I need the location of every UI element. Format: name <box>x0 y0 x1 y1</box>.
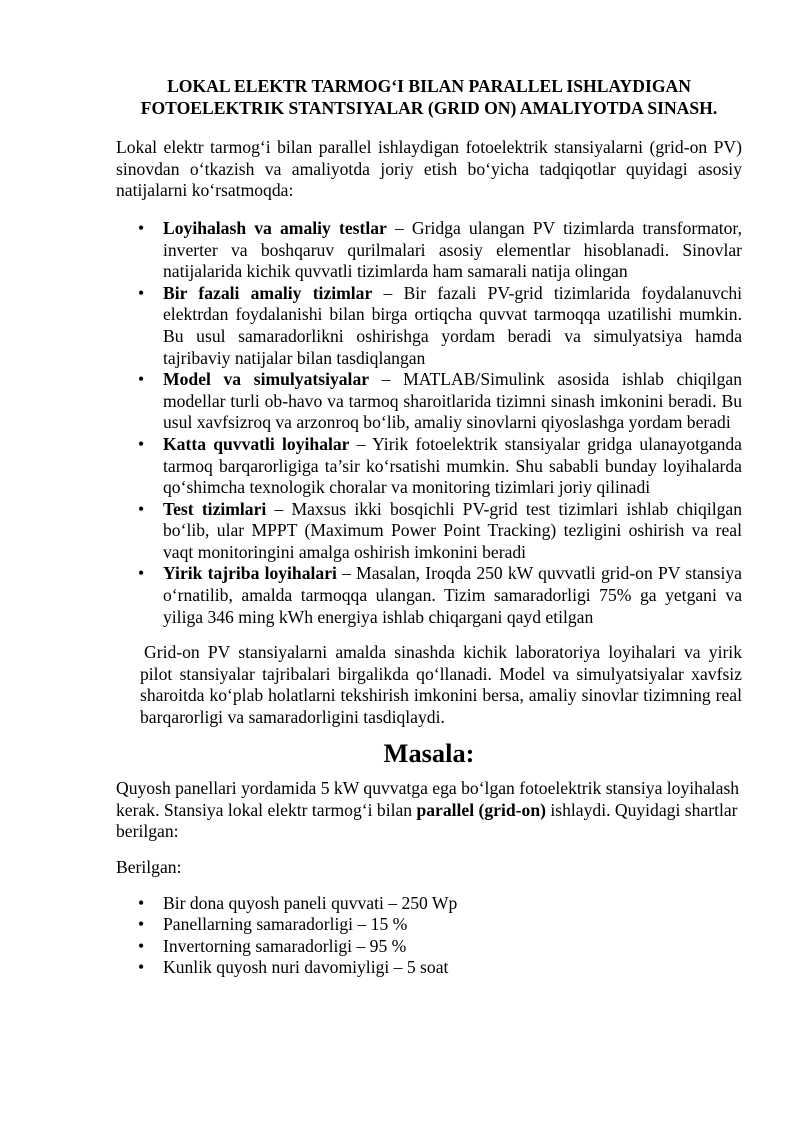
list-item <box>116 499 742 564</box>
finding-text: – Masalan, Iroqda 250 kW quvvatli grid-on PV stansiya o‘rnatilib, amalda tarmoqqa ulangan. Tizim samaradorligi 75% ga yetgani va yiliga 346 ming kWh energiya ishlab chiqargani qayd etilgan <box>163 563 742 627</box>
list-item <box>116 434 742 499</box>
problem-text-bold: parallel (grid-on) <box>416 799 546 820</box>
list-item <box>116 936 742 958</box>
bullet-icon: • <box>138 914 145 935</box>
finding-text: – Gridga ulangan PV tizimlarda transformator, inverter va boshqaruv qurilmalari asosiy elementlar hisoblanadi. Sinovlar natijalarida kichik quvvatli tizimlarda ham samarali natija olingan <box>163 217 742 282</box>
list-item <box>116 283 742 369</box>
finding-term: Yirik tajriba loyihalari <box>163 563 337 584</box>
problem-heading: Masala: <box>383 737 475 768</box>
bullet-icon: • <box>138 957 145 978</box>
document-page <box>116 76 742 979</box>
bullet-icon: • <box>138 433 145 454</box>
finding-text: – Bir fazali PV-grid tizimlarida foydalanuvchi elektrdan foydalanishi bilan birga ortiqcha quvvat tarmoqqa uzatilishi mumkin. Bu usul samaradorlikni oshirishga yordam beradi va simulyatsiya hamda tajribaviy natijalar bilan tasdiqlangan <box>163 282 743 368</box>
list-item <box>116 369 742 434</box>
summary-paragraph: Grid-on PV stansiyalarni amalda sinashda kichik laboratoriya loyihalari va yirik pilot stansiyalar tajribalari birgalikda qo‘llanadi. Model va simulyatsiyalar xavfsiz sharoitda ko‘plab holatlarni tekshirish imkonini bersa, amaliy sinovlar tizimning real barqarorligi va samaradorligini tasdiqlaydi. <box>140 642 742 728</box>
bullet-icon: • <box>138 498 145 519</box>
bullet-icon: • <box>138 217 145 238</box>
title-line-1: LOKAL ELEKTR TARMOG‘I BILAN PARALLEL ISHLAYDIGAN <box>167 76 691 96</box>
finding-text: – Yirik fotoelektrik stansiyalar gridga ulanayotganda tarmoq barqarorligiga ta’sir ko‘rsatishi mumkin. Shu sababli bunday loyihalarda qo‘shimcha texnologik choralar va monitoring tizimlari joriy qilinadi <box>163 433 742 498</box>
problem-text-before: Quyosh panellari yordamida 5 kW quvvatga ega bo‘lgan fotoelektrik stansiya loyihalash kerak. Stansiya lokal elektr tarmog‘i bilan <box>116 778 740 820</box>
given-list <box>116 893 742 979</box>
given-item-text: Panellarning samaradorligi – 15 % <box>163 914 408 935</box>
bullet-icon: • <box>138 935 145 956</box>
given-item-text: Kunlik quyosh nuri davomiyligi – 5 soat <box>163 957 449 978</box>
document-title <box>116 76 742 119</box>
problem-paragraph <box>116 778 742 843</box>
given-item-text: Bir dona quyosh paneli quvvati – 250 Wp <box>163 892 458 913</box>
findings-list <box>116 218 742 628</box>
finding-text: – Maxsus ikki bosqichli PV-grid test tizimlari ishlab chiqilgan bo‘lib, ular MPPT (Maximum Power Point Tracking) tezligini oshirish va real vaqt monitoringini amalga oshirish imkonini beradi <box>163 498 743 562</box>
finding-term: Loyihalash va amaliy testlar <box>163 217 387 238</box>
problem-text-after: ishlaydi. Quyidagi shartlar berilgan: <box>116 799 738 842</box>
list-item <box>116 893 742 915</box>
bullet-icon: • <box>138 369 145 390</box>
list-item <box>116 914 742 936</box>
list-item <box>116 957 742 979</box>
bullet-icon: • <box>138 282 145 303</box>
finding-term: Bir fazali amaliy tizimlar <box>163 282 373 303</box>
given-label: Berilgan: <box>116 857 182 877</box>
list-item <box>116 563 742 628</box>
bullet-icon: • <box>138 563 145 584</box>
bullet-icon: • <box>138 892 145 913</box>
intro-paragraph: Lokal elektr tarmog‘i bilan parallel ishlaydigan fotoelektrik stansiyalarni (grid-on PV) sinovdan o‘tkazish va amaliyotda joriy etish bo‘yicha tadqiqotlar quyidagi asosiy natijalarni ko‘rsatmoqda: <box>116 137 742 201</box>
title-line-2: FOTOELEKTRIK STANTSIYALAR (GRID ON) AMALIYOTDA SINASH. <box>140 97 718 118</box>
finding-term: Katta quvvatli loyihalar <box>163 433 350 454</box>
list-item <box>116 218 742 283</box>
finding-text: – MATLAB/Simulink asosida ishlab chiqilgan modellar turli ob-havo va tarmoq sharoitlarida tizimni sinash imkonini beradi. Bu usul xavfsizroq va arzonroq bo‘lib, amaliy sinovlarni qiyoslashga yordam beradi <box>163 369 742 433</box>
given-item-text: Invertorning samaradorligi – 95 % <box>163 935 407 956</box>
finding-term: Model va simulyatsiyalar <box>163 369 370 390</box>
finding-term: Test tizimlari <box>163 498 267 519</box>
